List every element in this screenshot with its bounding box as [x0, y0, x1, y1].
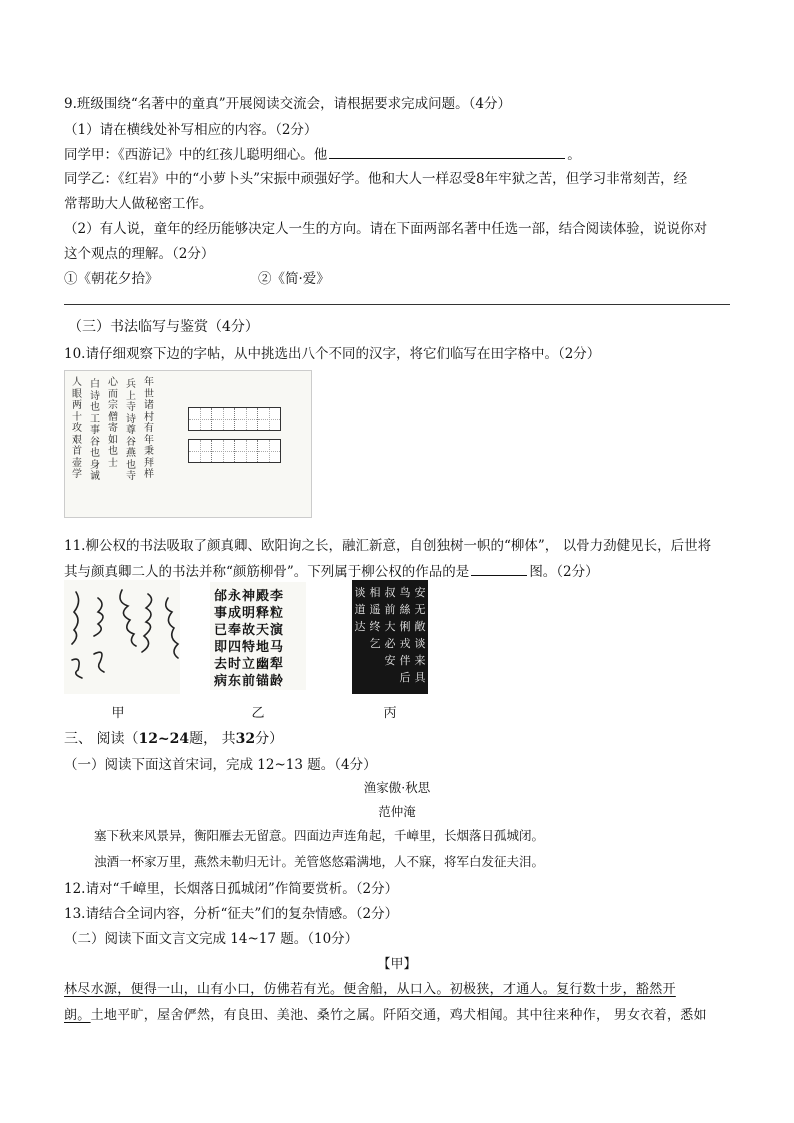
- poem-author: 范仲淹: [378, 804, 416, 819]
- q11-answer-blank[interactable]: [471, 563, 527, 576]
- yi-row: 去时立幽犁: [214, 657, 285, 672]
- q11-line1: 11.柳公权的书法吸取了颜真卿、欧阳询之长，融汇新意，自创独树一帜的“柳体”， 以骨力劲健见长，后世将: [64, 538, 712, 554]
- copybook-column: 人眼两十攻艰首壶学: [72, 377, 82, 480]
- copybook-column: 白诗也工事谷也身诚: [90, 379, 100, 482]
- poem-line-2: 浊酒一杯家万里，燕然未勒归无计。羌管悠悠霜满地，人不寐，将军白发征夫泪。: [94, 854, 545, 869]
- q9-sub2-line1: （2）有人说，童年的经历能够决定人一生的方向。请在下面两部名著中任选一部，结合阅读体验，说说你对: [64, 221, 708, 237]
- tianzige-cell[interactable]: [258, 440, 280, 462]
- tianzige-cell[interactable]: [258, 408, 280, 430]
- q9-student-a: [64, 143, 581, 163]
- q13: 13.请结合全词内容，分析“征夫”们的复杂情感。（2分）: [64, 906, 399, 922]
- q9-answer-blank[interactable]: [329, 146, 565, 159]
- q9-student-a-prefix: 同学甲：《西游记》中的红孩儿聪明细心。他: [64, 147, 328, 163]
- bing-column: 鸟絲俐戎伴后: [399, 586, 411, 684]
- reading-heading-score: 32: [235, 731, 256, 747]
- q11-line2-suffix: 图。（2分）: [529, 564, 599, 580]
- part1-intro: （一）阅读下面这首宋词，完成 12~13 题。（4分）: [64, 757, 377, 773]
- tianzige-cell[interactable]: [235, 408, 258, 430]
- q9-student-b-line1: 同学乙：《红岩》中的“小萝卜头”宋振中顽强好学。他和大人一样忍受8年牢狱之苦，但学习非常刻苦，经: [64, 171, 688, 187]
- calligraphy-jia: [64, 580, 180, 694]
- q12: 12.请对“千嶂里，长烟落日孤城闭”作简要赏析。（2分）: [64, 881, 399, 897]
- cursive-script-sample: [64, 580, 180, 694]
- q9-option2: ②《简·爱》: [258, 271, 330, 287]
- bing-column: 叔前大必安: [384, 586, 396, 667]
- bing-column: 相遥终乞: [369, 586, 381, 650]
- copybook-column: 心而宗僧寄如也士: [108, 377, 118, 469]
- label-bing: 丙: [383, 706, 397, 721]
- q9-student-b-line2: 常帮助大人做秘密工作。: [64, 196, 213, 212]
- section3-heading: （三）书法临写与鉴赏（4分）: [68, 319, 259, 335]
- yi-row: 事成明释粒: [214, 606, 285, 621]
- part2-intro: （二）阅读下面文言文完成 14~17 题。（10分）: [64, 931, 359, 947]
- tianzige-cell[interactable]: [212, 408, 235, 430]
- bing-column: 安无敞谈来具: [414, 586, 426, 684]
- classical-text-rest: 土地平旷，屋舍俨然，有良田、美池、桑竹之属。阡陌交通，鸡犬相闻。其中往来种作， 男女衣着，悉如: [90, 1008, 707, 1023]
- reading-heading-prefix: 三、 阅读（: [64, 731, 139, 747]
- label-yi: 乙: [251, 706, 265, 721]
- section-divider: [64, 304, 730, 305]
- bing-column: 谈道达: [354, 586, 366, 633]
- label-jia: 甲: [111, 706, 125, 721]
- tianzige-cell[interactable]: [235, 440, 258, 462]
- q9-title: 9.班级围绕“名著中的童真”开展阅读交流会，请根据要求完成问题。（4分）: [64, 96, 512, 112]
- q10-title: 10.请仔细观察下边的字帖，从中挑选出八个不同的汉字，将它们临写在田字格中。（2分）: [64, 346, 601, 362]
- q9-option1: ①《朝花夕拾》: [64, 271, 159, 287]
- reading-section-heading: [64, 728, 283, 748]
- yi-row: 病东前锚龄: [214, 674, 285, 689]
- q11-line2: [64, 560, 599, 580]
- classical-text-line1: 林尽水源，便得一山，山有小口，仿佛若有光。便舍船，从口入。初极狭，才通人。复行数十步，豁然开: [64, 982, 676, 997]
- copybook-column: 兵上寺诗尊谷燕也寺: [126, 379, 136, 482]
- yi-row: 已奉故天演: [214, 623, 285, 638]
- classical-text-line2: [64, 1004, 707, 1023]
- tianzige-cell[interactable]: [189, 440, 212, 462]
- q9-sub1: （1）请在横线处补写相应的内容。（2分）: [64, 122, 318, 138]
- text-jia-heading: 【甲】: [377, 957, 417, 972]
- tianzige-cell[interactable]: [212, 440, 235, 462]
- classical-text-underlined: 朗。: [64, 1008, 91, 1023]
- calligraphy-bing: [352, 580, 428, 694]
- q9-sub2-line2: 这个观点的理解。（2分）: [64, 246, 215, 262]
- yi-row: 即四特地马: [214, 640, 285, 655]
- tianzige-row-1[interactable]: [188, 407, 281, 431]
- reading-heading-suffix: 分）: [255, 731, 284, 747]
- calligraphy-yi: [210, 582, 306, 690]
- q9-student-a-suffix: 。: [567, 147, 581, 163]
- tianzige-cell[interactable]: [189, 408, 212, 430]
- yi-row: 邰永神殿李: [214, 589, 285, 604]
- copybook-column: 年世诸村有年秉拜样: [144, 377, 154, 480]
- poem-line-1: 塞下秋来风景异，衡阳雁去无留意。四面边声连角起，千嶂里，长烟落日孤城闭。: [94, 828, 545, 843]
- poem-title: 渔家傲·秋思: [363, 780, 431, 795]
- reading-heading-range: 12~24: [138, 731, 190, 747]
- tianzige-row-2[interactable]: [188, 439, 281, 463]
- q11-line2-prefix: 其与颜真卿二人的书法并称“颜筋柳骨”。下列属于柳公权的作品的是: [64, 564, 470, 580]
- reading-heading-mid: 题， 共: [189, 731, 236, 747]
